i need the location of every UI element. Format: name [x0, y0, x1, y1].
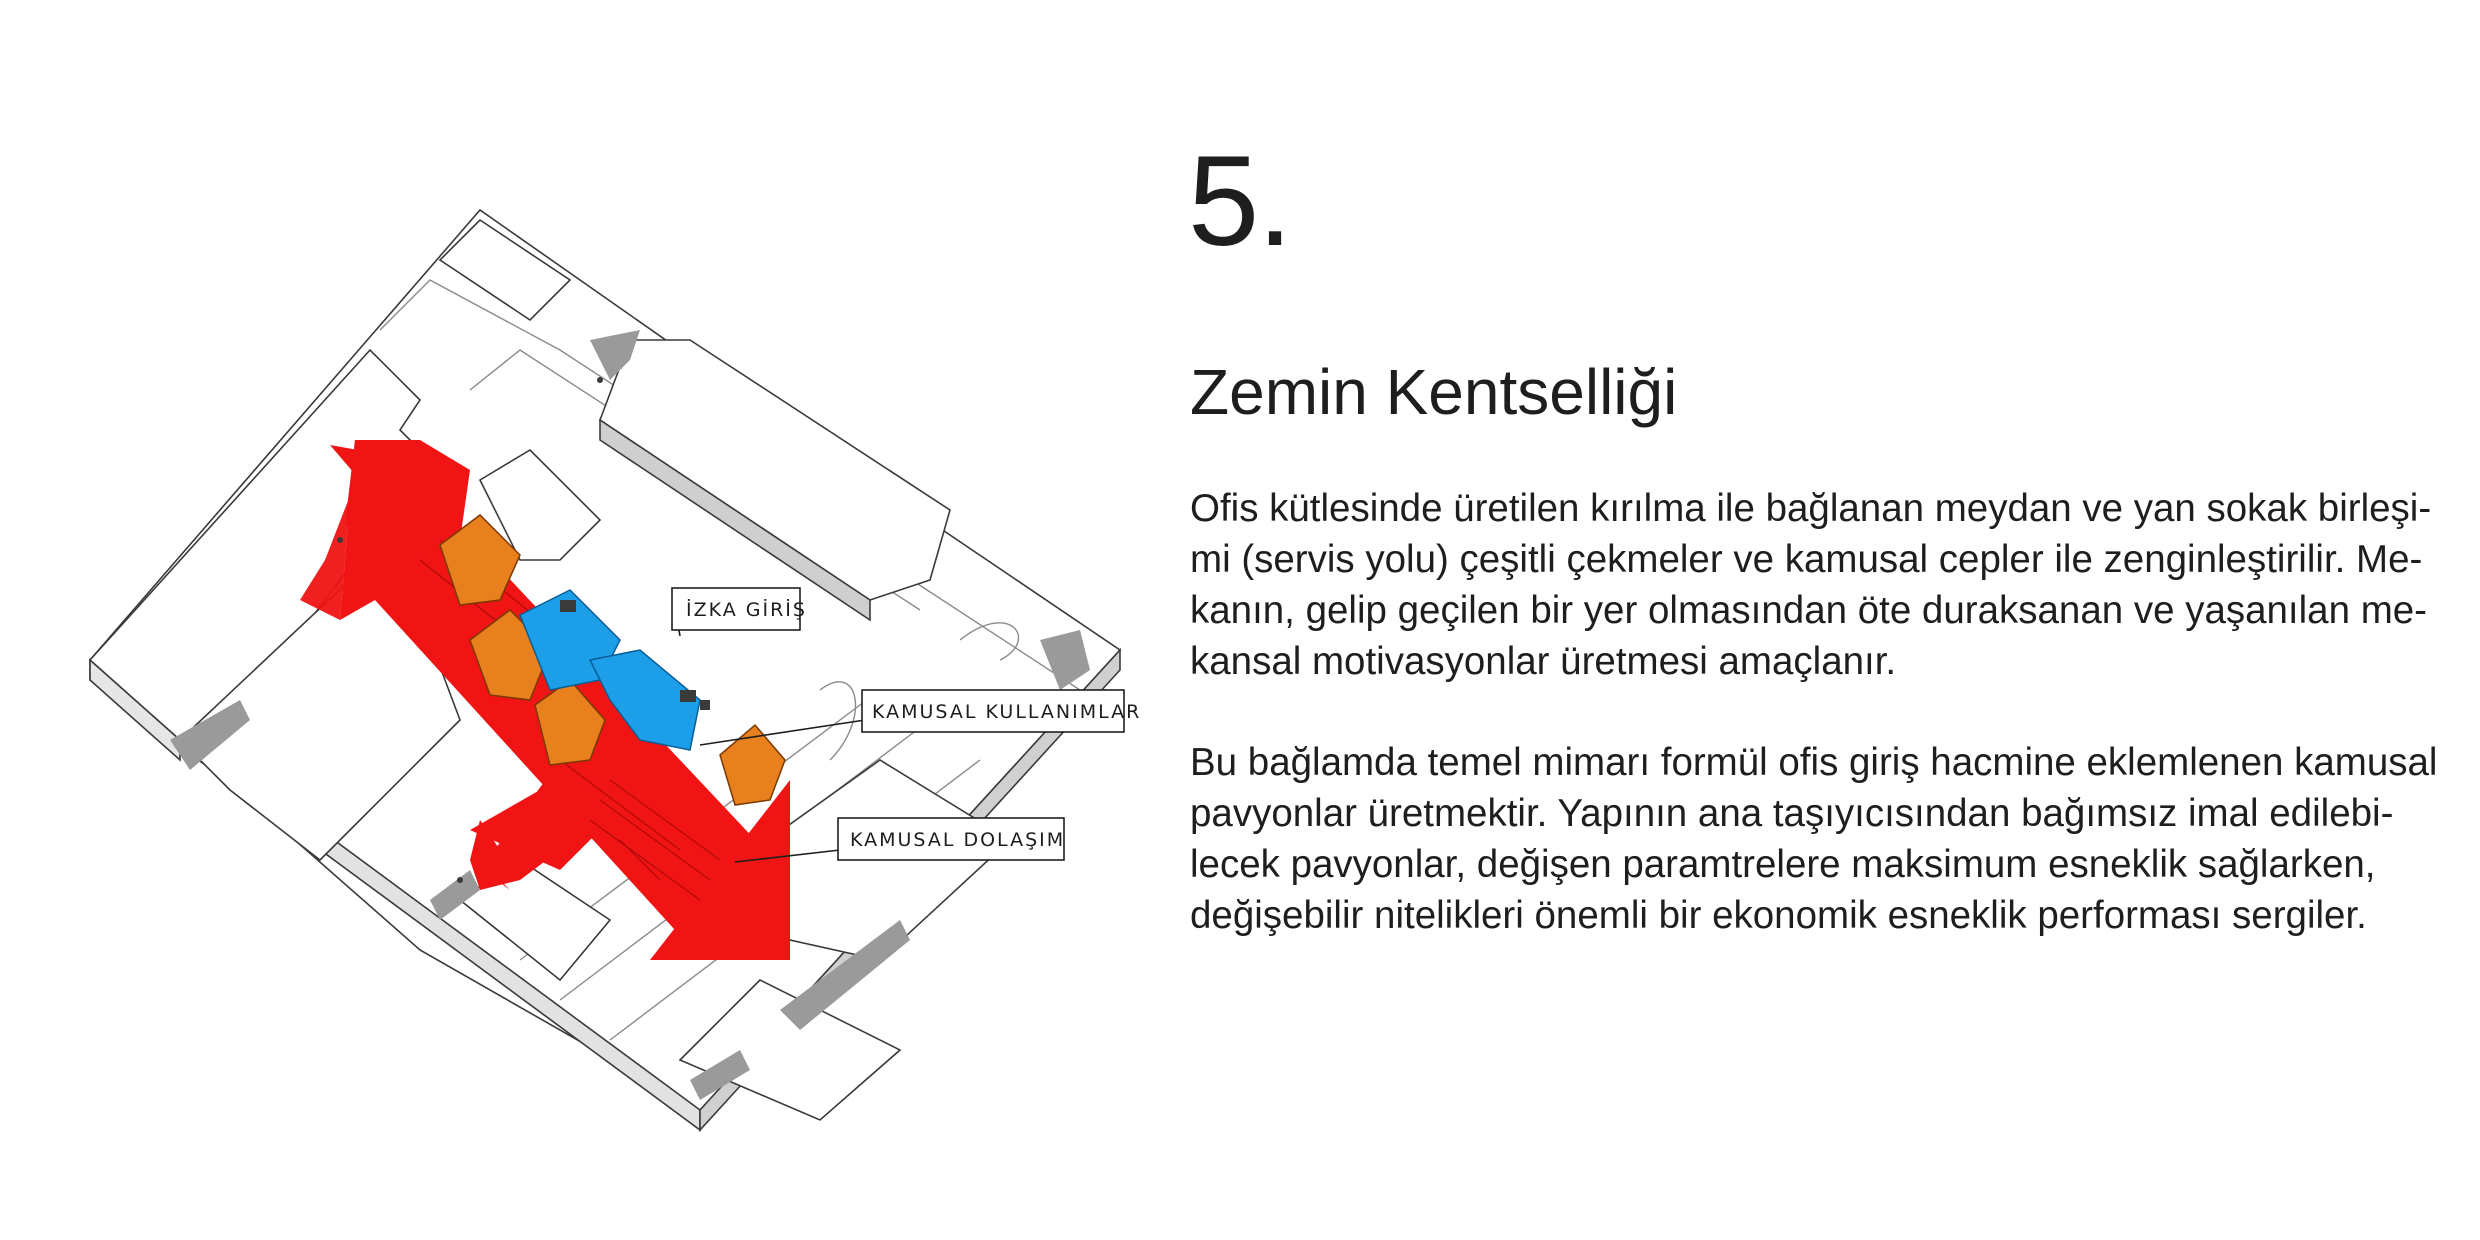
label-public-circulation: [838, 818, 1065, 860]
label-public-uses: [862, 690, 1141, 732]
label-public-uses-text: KAMUSAL KULLANIMLAR: [872, 701, 1142, 723]
axonometric-site-diagram: [0, 0, 1160, 1240]
description-paragraph-2: Bu bağlamda temel mimarı formül ofis giriş hacmine eklemlenen kamusal pavyonlar üretmektir. Yapının ana taşıyıcısından bağımsız imal edilebi- lecek pavyonlar, değişen paramtrelere maksimum esneklik sağlarken, değişebilir nitelikleri önemli bir ekonomik esneklik performası sergiler.: [1190, 741, 2438, 937]
label-public-circulation-text: KAMUSAL DOLAŞIM: [850, 829, 1066, 851]
panel-number: 5.: [1188, 130, 1291, 273]
label-entrance-text: İZKA GİRİŞ: [686, 599, 807, 621]
panel-title: Zemin Kentselliği: [1190, 356, 1678, 428]
description-paragraph-1: Ofis kütlesinde üretilen kırılma ile bağlanan meydan ve yan sokak birleşi- mi (servis yolu) çeşitli çekmeler ve kamusal cepler ile zenginleştirilir. Me- kanın, gelip geçilen bir yer olmasından öte duraksanan ve yaşanılan me- kansal motivasyonlar üretmesi amaçlanır.: [1190, 487, 2432, 683]
label-entrance: [672, 588, 807, 630]
